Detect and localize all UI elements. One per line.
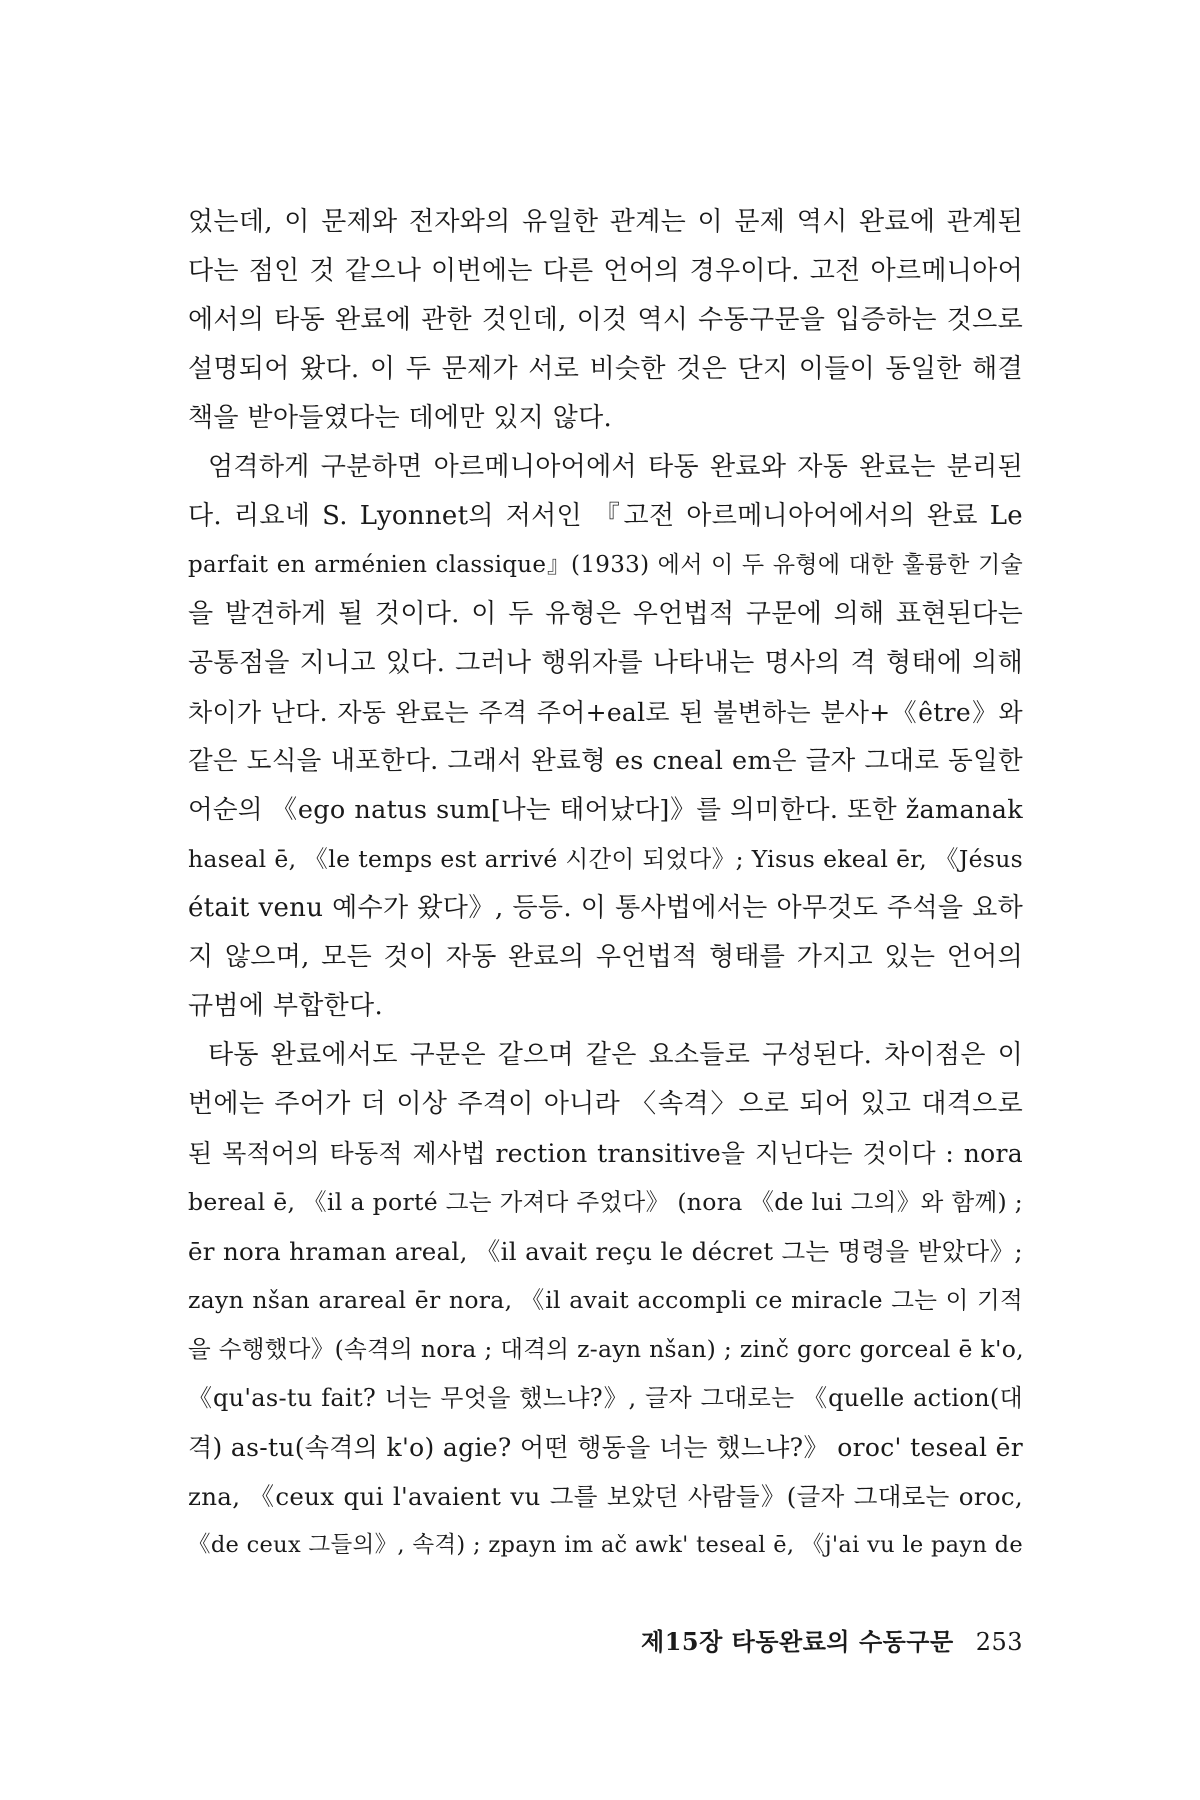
body-text	[188, 198, 1023, 1570]
paragraph-start-line: 엄격하게 구분하면 아르메니아어에서 타동 완료와 자동 완료는 분리된	[208, 452, 1023, 482]
text-line: 을 발견하게 될 것이다. 이 두 유형은 우언법적 구문에 의해 표현된다는	[188, 599, 1023, 629]
text-line: 어순의 《ego natus sum[나는 태어났다]》를 의미한다. 또한 žamanak	[188, 795, 1023, 825]
text-line: 격) as-tu(속격의 k'o) agie? 어떤 행동을 너는 했느냐?》 oroc' teseal ēr	[188, 1433, 1023, 1462]
text-line: 을 수행했다》(속격의 nora ; 대격의 z-ayn nšan) ; zinč gorc gorceal ē k'o,	[188, 1335, 1024, 1363]
running-head: 제15장 타동완료의 수동구문	[641, 1627, 954, 1656]
text-line: 《qu'as-tu fait? 너는 무엇을 했느냐?》, 글자 그대로는 《quelle action(대	[188, 1384, 1023, 1412]
text-line: 책을 받아들였다는 데에만 있지 않다.	[188, 403, 613, 433]
text-line: zna, 《ceux qui l'avaient vu 그를 보았던 사람들》(글자 그대로는 oroc,	[188, 1482, 1023, 1511]
paragraph-start-line: 타동 완료에서도 구문은 같으며 같은 요소들로 구성된다. 차이점은 이	[208, 1040, 1023, 1070]
text-line: 에서의 타동 완료에 관한 것인데, 이것 역시 수동구문을 입증하는 것으로	[188, 305, 1023, 335]
text-line: parfait en arménien classique』(1933) 에서 이 두 유형에 대한 훌륭한 기술	[188, 552, 1023, 578]
text-line: haseal ē, 《le temps est arrivé 시간이 되었다》; Yisus ekeal ēr, 《Jésus	[188, 845, 1023, 873]
text-line: ēr nora hraman areal, 《il avait reçu le décret 그는 명령을 받았다》;	[188, 1237, 1023, 1266]
text-line: 같은 도식을 내포한다. 그래서 완료형 es cneal em은 글자 그대로 동일한	[188, 746, 1023, 776]
text-line: 규범에 부합한다.	[188, 991, 384, 1021]
page-number: 253	[975, 1628, 1023, 1656]
text-line: 다. 리요네 S. Lyonnet의 저서인 『고전 아르메니아어에서의 완료 Le	[188, 501, 1023, 531]
text-line: 《de ceux 그들의》, 속격) ; zpayn im ač awk' teseal ē, 《j'ai vu le payn de	[188, 1532, 1023, 1558]
text-line: 지 않으며, 모든 것이 자동 완료의 우언법적 형태를 가지고 있는 언어의	[188, 942, 1023, 972]
text-line: 설명되어 왔다. 이 두 문제가 서로 비슷한 것은 단지 이들이 동일한 해결	[188, 354, 1023, 384]
text-line: 번에는 주어가 더 이상 주격이 아니라 〈속격〉으로 되어 있고 대격으로	[188, 1089, 1023, 1119]
page-footer	[600, 1622, 1023, 1657]
text-line: 었는데, 이 문제와 전자와의 유일한 관계는 이 문제 역시 완료에 관계된	[188, 207, 1023, 237]
text-line: zayn nšan arareal ēr nora, 《il avait accompli ce miracle 그는 이 기적	[188, 1286, 1023, 1314]
text-line: bereal ē, 《il a porté 그는 가져다 주었다》 (nora 《de lui 그의》와 함께) ;	[188, 1188, 1023, 1216]
text-line: 공통점을 지니고 있다. 그러나 행위자를 나타내는 명사의 격 형태에 의해	[188, 648, 1023, 678]
text-line: 다는 점인 것 같으나 이번에는 다른 언어의 경우이다. 고전 아르메니아어	[188, 256, 1023, 286]
text-line: était venu 예수가 왔다》, 등등. 이 통사법에서는 아무것도 주석을 요하	[188, 893, 1023, 923]
text-line: 차이가 난다. 자동 완료는 주격 주어+eal로 된 불변하는 분사+《être》와	[188, 698, 1023, 727]
text-line: 된 목적어의 타동적 제사법 rection transitive을 지닌다는 것이다 : nora	[188, 1139, 1023, 1168]
